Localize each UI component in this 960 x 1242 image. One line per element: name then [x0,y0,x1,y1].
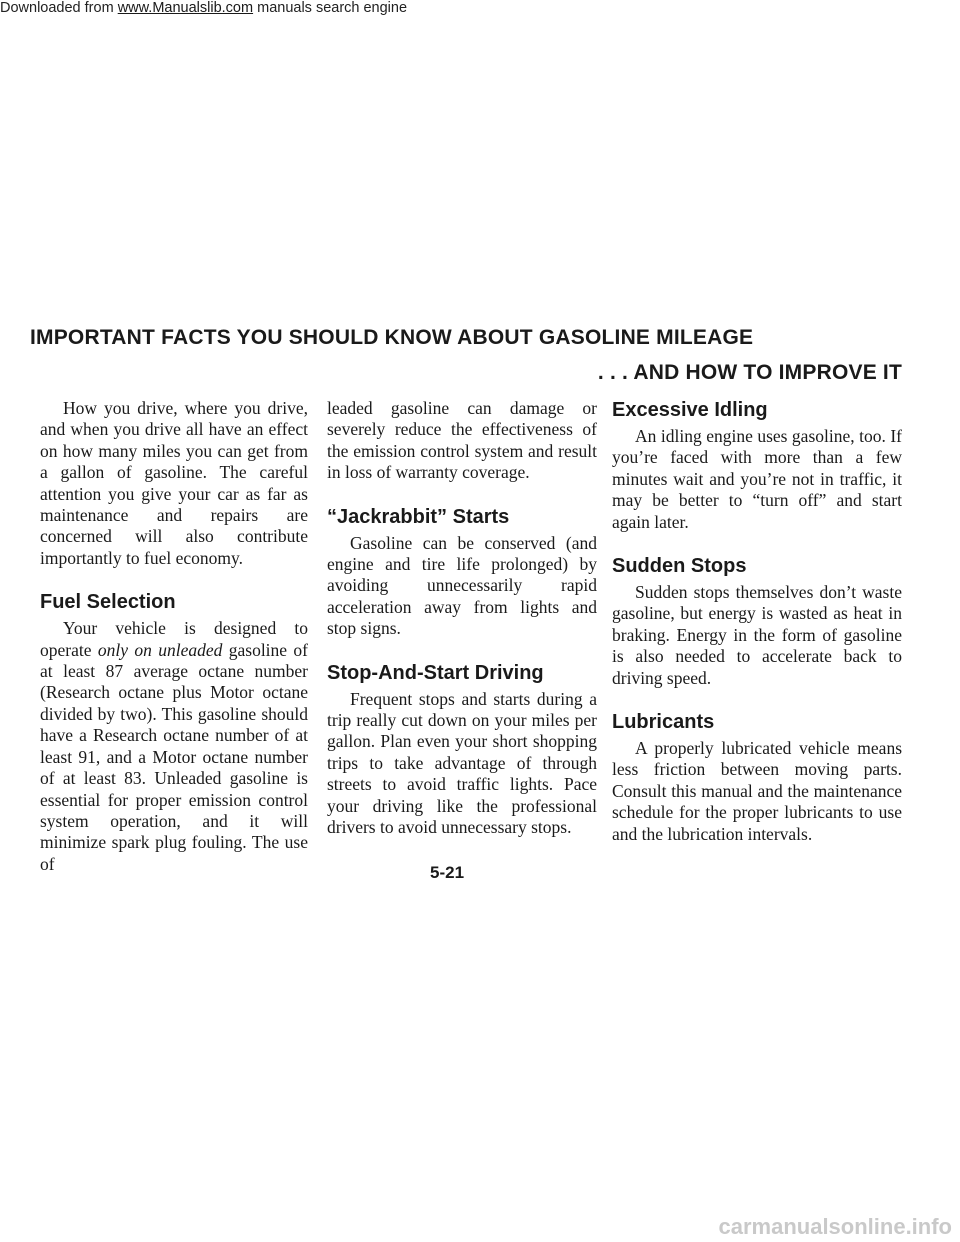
fuel-selection-text-end: gasoline of at least 87 average octane number (Research octane plus Motor octane divided by two). This gasoline should have a Research octane number of at least 91, and a Motor octane number of at least 83. Unleaded gasoline is essential for proper emission control system operation, and it will minimize spark plug fouling. The use of [40,639,308,874]
fuel-selection-emphasis: only on unleaded [97,639,223,660]
continuation-paragraph: leaded gasoline can damage or severely reduce the effectiveness of the emission control system and result in loss of warranty coverage. [327,398,597,483]
header-prefix: Downloaded from [0,0,114,16]
download-header [0,0,407,16]
jackrabbit-starts-heading: “Jackrabbit” Starts [327,505,510,528]
stop-and-start-heading: Stop-And-Start Driving [327,661,544,684]
manualslib-link[interactable]: www.Manualslib.com [117,0,254,16]
lubricants-paragraph: A properly lubricated vehicle means less friction between moving parts. Consult this manual and the maintenance schedule for the proper lubricants to use and the lubrication intervals. [612,738,902,844]
page-subtitle: . . . AND HOW TO IMPROVE IT [597,361,902,384]
excessive-idling-paragraph: An idling engine uses gasoline, too. If you’re faced with more than a few minutes wait and you’re not in traffic, it may be better to “turn off” and start again later. [612,426,902,532]
lubricants-heading: Lubricants [612,711,715,734]
intro-paragraph: How you drive, where you drive, and when you drive all have an effect on how many miles you can get from a gallon of gasoline. The careful attention you give your car as far as maintenance and repairs are concerned will also contribute importantly to fuel economy. [40,398,308,568]
sudden-stops-heading: Sudden Stops [612,555,747,578]
fuel-selection-paragraph [40,618,308,875]
watermark: carmanualsonline.info [718,1214,952,1239]
column-2 [327,398,597,839]
column-3 [612,398,902,845]
page-number: 5-21 [430,863,465,882]
jackrabbit-starts-paragraph: Gasoline can be conserved (and engine and tire life prolonged) by avoiding unnecessarily rapid acceleration away from lights and stop signs. [327,532,597,639]
fuel-selection-text-start: Your vehicle is designed to operate [40,618,308,660]
column-1 [40,398,308,875]
fuel-selection-heading: Fuel Selection [40,591,176,614]
page-title: IMPORTANT FACTS YOU SHOULD KNOW ABOUT GASOLINE MILEAGE [30,326,754,349]
header-suffix: manuals search engine [257,0,408,16]
stop-and-start-paragraph: Frequent stops and starts during a trip really cut down on your miles per gallon. Plan even your short shopping trips to take advantage of through streets to avoid traffic lights. Pace your driving like the professional drivers to avoid unnecessary stops. [327,688,597,838]
excessive-idling-heading: Excessive Idling [612,399,768,421]
sudden-stops-paragraph: Sudden stops themselves don’t waste gasoline, but energy is wasted as heat in braking. Energy in the form of gasoline is also needed to accelerate back to driving speed. [612,582,902,688]
